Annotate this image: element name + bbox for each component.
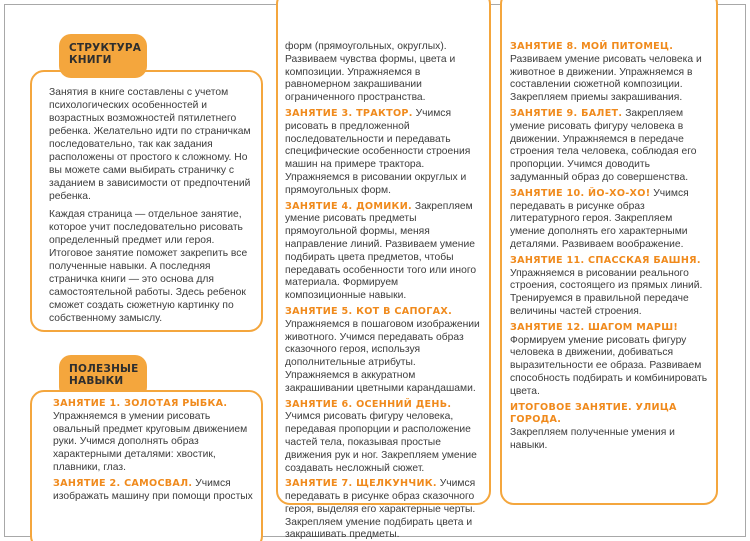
structure-paragraph-2: Каждая страница — отдельное занятие, которое учит последовательно рисовать определенный предмет или героя. Итоговое занятие поможет закрепить все полученные навыки. А последняя страничка книги — это основа для самостоятельной работы. Здесь ребенок сможет создать сюжетную картинку по собственному замыслу.: [49, 209, 248, 324]
lesson-12: ЗАНЯТИЕ 12. ШАГОМ МАРШ! Формируем умение рисовать фигуру человека в движении, добиваться выразительности ее образа. Развиваем способность подбирать и комбинировать цвета.: [510, 321, 708, 397]
lesson-2-continued: форм (прямоугольных, округлых). Развиваем чувства формы, цвета и композиции. Упражняемся в равномерном закрашивании ограниченного пространства.: [285, 41, 456, 104]
lesson-9: ЗАНЯТИЕ 9. БАЛЕТ. Закрепляем умение рисовать фигуру человека в движении. Упражняемся в передаче строения тела человека, соблюдая его пропорции. Учимся доводить задуманный образ до совершенства.: [510, 107, 697, 183]
lesson-2: ЗАНЯТИЕ 2. САМОСВАЛ. Учимся изображать машину при помощи простых: [53, 477, 253, 502]
lesson-1: ЗАНЯТИЕ 1. ЗОЛОТАЯ РЫБКА. Упражняемся в умении рисовать овальный предмет круговым движением руки. Учимся дополнять образ характерными деталями: хвостик, плавники, глаз.: [53, 398, 248, 473]
lesson-4: ЗАНЯТИЕ 4. ДОМИКИ. Закрепляем умение рисовать предметы прямоугольной формы, меняя направление линий. Развиваем умение подбирать цвета предметов, чтобы передавать особенности того или иного материала. Формируем композиционные навыки.: [285, 200, 477, 302]
structure-paragraph-1: Занятия в книге составлены с учетом психологических особенностей и возрастных возможностей пятилетнего ребенка. Желательно идти по страничкам последовательно, так как задания расположены от простого к сложному. Но вы можете сами выбирать страничку с заданием в зависимости от предпочтений ребенка.: [49, 87, 251, 202]
lesson-8: ЗАНЯТИЕ 8. МОЙ ПИТОМЕЦ. Развиваем умение рисовать человека и животное в движении. Упражняемся в составлении сюжетной композиции. Закрепляем приемы закрашивания.: [510, 41, 702, 104]
lesson-5: ЗАНЯТИЕ 5. КОТ В САПОГАХ. Упражняемся в пошаговом изображении животного. Учимся передавать образ сказочного героя, используя дополнительные атрибуты. Упражняемся в аккуратном закрашивании цветными карандашами.: [285, 305, 480, 394]
lesson-11: ЗАНЯТИЕ 11. СПАССКАЯ БАШНЯ. Упражняемся в рисовании реального строения, состоящего из прямых линий. Тренируемся в правильной передаче величины частей строения.: [510, 254, 703, 317]
lessons-column-1: [53, 398, 253, 506]
structure-title: СТРУКТУРА КНИГИ: [59, 34, 147, 78]
lesson-3: ЗАНЯТИЕ 3. ТРАКТОР. Учимся рисовать в предложенной последовательности и передавать специфические особенности строения машин на примере трактора. Упражняемся в рисовании округлых и прямоугольных форм.: [285, 107, 471, 196]
lesson-10: ЗАНЯТИЕ 10. ЙО-ХО-ХО! Учимся передавать в рисунке образ литературного героя. Закрепляем умение дополнять его характерными деталями. Развиваем воображение.: [510, 187, 689, 250]
final-lesson-text: Закрепляем полученные умения и навыки.: [510, 427, 675, 451]
structure-box: [30, 70, 263, 332]
skills-title: ПОЛЕЗНЫЕ НАВЫКИ: [59, 355, 147, 399]
lesson-7: ЗАНЯТИЕ 7. ЩЕЛКУНЧИК. Учимся передавать в рисунке образ сказочного героя, выделяя его характерные черты. Закрепляем умение подбирать цвета и закрашивать предметы.: [285, 478, 476, 541]
lesson-6: ЗАНЯТИЕ 6. ОСЕННИЙ ДЕНЬ. Учимся рисовать фигуру человека, передавая пропорции и расположение частей тела, показывая простые движения рук и ног. Закрепляем умение создавать несложный сюжет.: [285, 398, 477, 474]
lessons-column-2: [285, 41, 480, 541]
lessons-column-3: [510, 41, 709, 456]
final-lesson: ИТОГОВОЕ ЗАНЯТИЕ. УЛИЦА ГОРОДА.: [510, 401, 677, 426]
